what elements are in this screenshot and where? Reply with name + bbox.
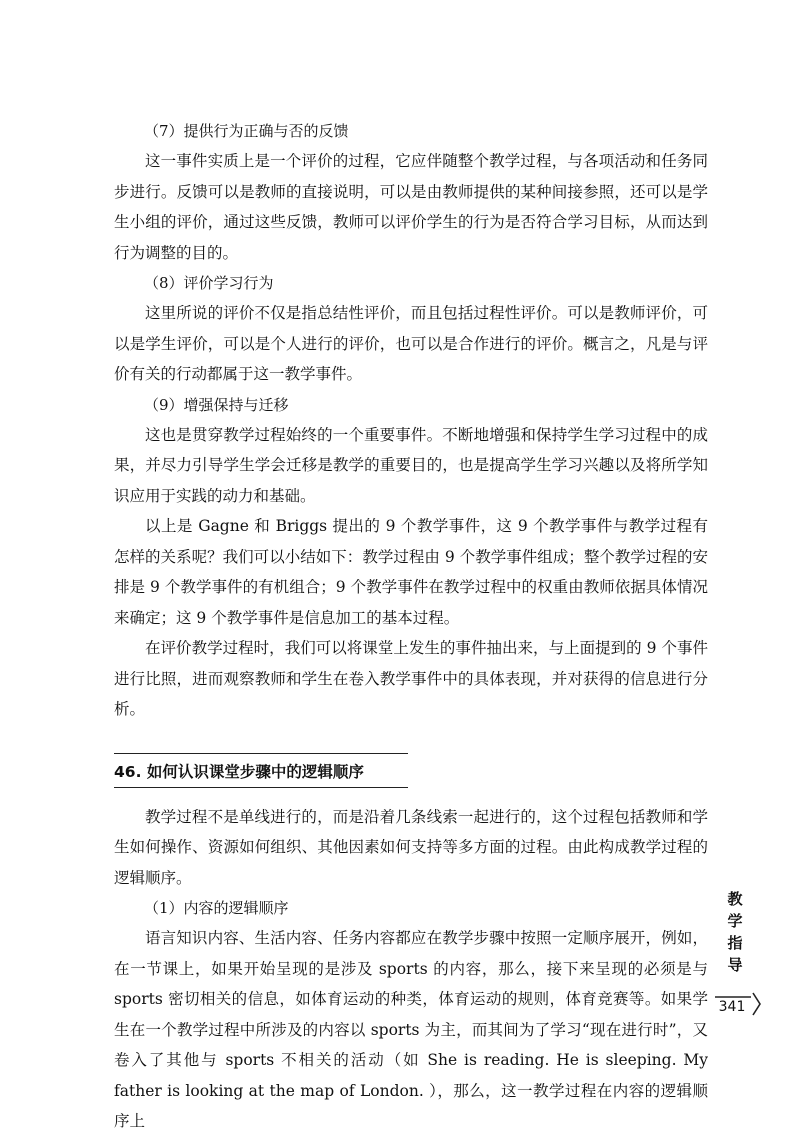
subsection-title-7: （7）提供行为正确与否的反馈 — [144, 122, 349, 140]
side-label-char: 导 — [727, 956, 743, 974]
paragraph-feedback: 这一事件实质上是一个评价的过程，它应伴随整个教学过程，与各项活动和任务同步进行。反馈可以是教师的直接说明，可以是由教师提供的某种间接参照，还可以是学生小组的评价，通过这些反馈，教师可以评价学生的行为是否符合学习目标，从而达到行为调整的目的。 — [114, 152, 708, 262]
side-tab-label — [724, 888, 746, 976]
subsection-title-8: （8）评价学习行为 — [144, 274, 274, 292]
subsection-title-1: （1）内容的逻辑顺序 — [144, 899, 289, 917]
paragraph-observation: 在评价教学过程时，我们可以将课堂上发生的事件抽出来，与上面提到的 9 个事件进行比照，进而观察教师和学生在卷入教学事件中的具体表现，并对获得的信息进行分析。 — [114, 639, 708, 718]
section-heading-box — [114, 753, 408, 788]
side-label-char: 学 — [727, 912, 743, 930]
side-label-char: 教 — [727, 890, 743, 908]
subsection-title-9: （9）增强保持与迁移 — [144, 395, 289, 414]
paragraph-intro: 教学过程不是单线进行的，而是沿着几条线索一起进行的，这个过程包括教师和学生如何操作、资源如何组织、其他因素如何支持等多方面的过程。由此构成教学过程的逻辑顺序。 — [114, 807, 708, 887]
side-label-char: 指 — [727, 934, 743, 952]
page-body — [114, 116, 708, 1137]
page-number: 341 — [718, 999, 746, 1015]
paragraph-content-order: 语言知识内容、生活内容、任务内容都应在教学步骤中按照一定顺序展开，例如，在一节课上，如果开始呈现的是涉及 sports 的内容，那么，接下来呈现的必须是与 sports 密切相关的信息，如体育运动的种类，体育运动的规则，体育竞赛等。如果学生在一个教学过程中所涉及的内容以 sports 为主，而其间为了学习“现在进行时”，又卷入了其他与 sports 不相关的活动（如 She is reading. He is sleeping. My father is looking at the map of London. ），那么，这一教学过程在内容的逻辑顺序上 — [114, 929, 708, 1130]
paragraph-transfer: 这也是贯穿教学过程始终的一个重要事件。不断地增强和保持学生学习过程中的成果，并尽力引导学生学会迁移是教学的重要目的，也是提高学生学习兴趣以及将所学知识应用于实践的动力和基础。 — [114, 425, 708, 505]
section-heading: 46. 如何认识课堂步骤中的逻辑顺序 — [114, 762, 364, 781]
paragraph-summary: 以上是 Gagne 和 Briggs 提出的 9 个教学事件，这 9 个教学事件与教学过程有怎样的关系呢？我们可以小结如下：教学过程由 9 个教学事件组成；整个教学过程的安排是 9 个教学事件的有机组合；9 个教学事件在教学过程中的权重由教师依据具体情况来确定；这 9 个教学事件是信息加工的基本过程。 — [114, 517, 708, 627]
paragraph-evaluation: 这里所说的评价不仅是指总结性评价，而且包括过程性评价。可以是教师评价，可以是学生评价，可以是个人进行的评价，也可以是合作进行的评价。概言之，凡是与评价有关的行动都属于这一教学事件。 — [114, 304, 708, 383]
